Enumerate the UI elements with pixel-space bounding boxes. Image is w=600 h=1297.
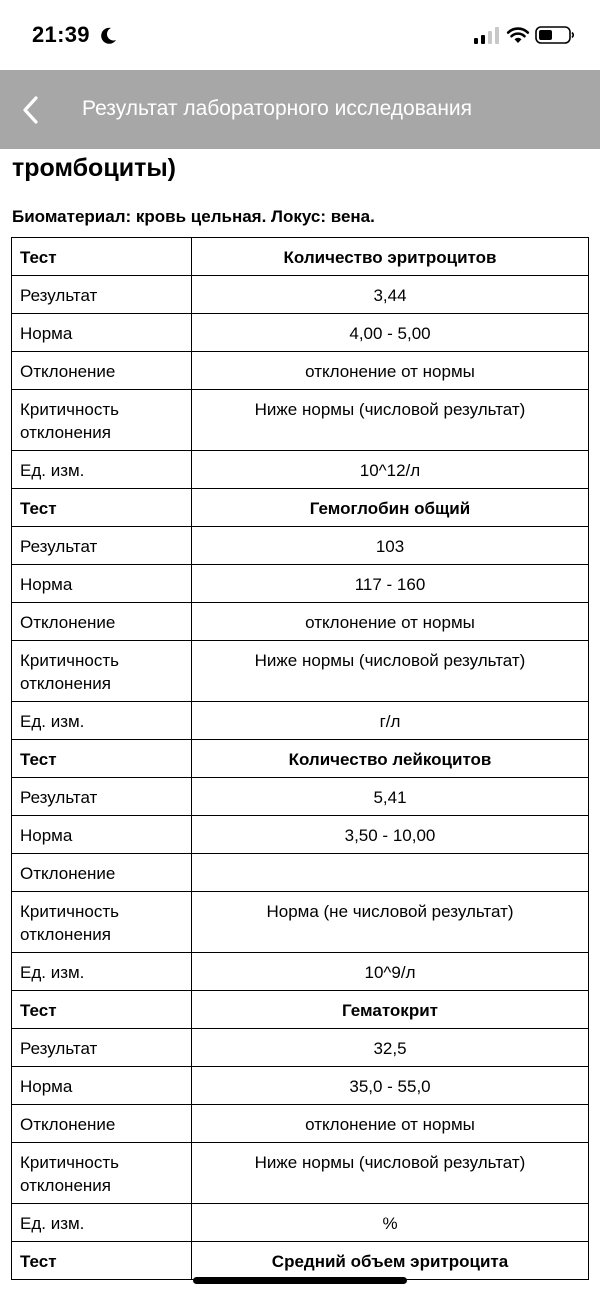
section-heading: тромбоциты) (12, 154, 176, 182)
deviation-value: отклонение от нормы (192, 1105, 589, 1143)
result-value: 3,44 (192, 276, 589, 314)
table-row (12, 276, 589, 314)
units-value: 10^12/л (192, 451, 589, 489)
table-row (12, 953, 589, 991)
deviation-value: отклонение от нормы (192, 352, 589, 390)
row-label: Ед. изм. (12, 451, 192, 489)
moon-icon (98, 26, 118, 46)
table-row (12, 527, 589, 565)
result-value: 103 (192, 527, 589, 565)
criticality-value: Норма (не числовой результат) (192, 892, 589, 953)
report-content[interactable] (0, 149, 600, 1297)
results-table (11, 237, 589, 1280)
norm-value: 117 - 160 (192, 565, 589, 603)
back-button[interactable] (16, 92, 46, 128)
row-label: Тест (12, 991, 192, 1029)
row-label: Отклонение (12, 603, 192, 641)
biomaterial-info: Биоматериал: кровь цельная. Локус: вена. (12, 207, 375, 226)
table-row (12, 816, 589, 854)
table-row (12, 390, 589, 451)
row-label: Норма (12, 565, 192, 603)
row-label: Результат (12, 276, 192, 314)
row-label: Тест (12, 489, 192, 527)
units-value: % (192, 1204, 589, 1242)
table-row-test-header (12, 991, 589, 1029)
wifi-icon (506, 25, 530, 45)
criticality-value: Ниже нормы (числовой результат) (192, 641, 589, 702)
table-row (12, 603, 589, 641)
table-row (12, 314, 589, 352)
table-row (12, 702, 589, 740)
row-label: Критичность отклонения (12, 892, 192, 953)
norm-value: 4,00 - 5,00 (192, 314, 589, 352)
page-title: Результат лабораторного исследования (82, 97, 473, 120)
table-row-test-header (12, 740, 589, 778)
test-name: Количество лейкоцитов (192, 740, 589, 778)
table-row (12, 565, 589, 603)
criticality-value: Ниже нормы (числовой результат) (192, 1143, 589, 1204)
status-bar (0, 0, 600, 70)
row-label: Норма (12, 1067, 192, 1105)
deviation-value: отклонение от нормы (192, 603, 589, 641)
battery-icon (535, 25, 575, 45)
criticality-value: Ниже нормы (числовой результат) (192, 390, 589, 451)
navigation-bar (0, 70, 600, 149)
table-row (12, 778, 589, 816)
table-row-test-header (12, 489, 589, 527)
row-label: Результат (12, 1029, 192, 1067)
test-name: Количество эритроцитов (192, 238, 589, 276)
test-name: Гемоглобин общий (192, 489, 589, 527)
table-row (12, 854, 589, 892)
home-indicator[interactable] (193, 1277, 407, 1284)
row-label: Критичность отклонения (12, 1143, 192, 1204)
row-label: Отклонение (12, 352, 192, 390)
row-label: Критичность отклонения (12, 390, 192, 451)
cellular-signal-icon (474, 26, 499, 44)
table-row (12, 1204, 589, 1242)
table-row (12, 641, 589, 702)
table-row (12, 1029, 589, 1067)
table-row-test-header (12, 238, 589, 276)
row-label: Норма (12, 816, 192, 854)
table-row (12, 352, 589, 390)
row-label: Отклонение (12, 854, 192, 892)
norm-value: 3,50 - 10,00 (192, 816, 589, 854)
deviation-value (192, 854, 589, 892)
table-row-test-header (12, 1242, 589, 1280)
row-label: Результат (12, 527, 192, 565)
row-label: Тест (12, 1242, 192, 1280)
row-label: Ед. изм. (12, 953, 192, 991)
test-name: Гематокрит (192, 991, 589, 1029)
row-label: Тест (12, 740, 192, 778)
table-row (12, 1143, 589, 1204)
row-label: Ед. изм. (12, 1204, 192, 1242)
table-row (12, 1067, 589, 1105)
table-row (12, 1105, 589, 1143)
row-label: Норма (12, 314, 192, 352)
row-label: Результат (12, 778, 192, 816)
status-time: 21:39 (32, 22, 90, 47)
units-value: г/л (192, 702, 589, 740)
units-value: 10^9/л (192, 953, 589, 991)
test-name: Средний объем эритроцита (192, 1242, 589, 1280)
norm-value: 35,0 - 55,0 (192, 1067, 589, 1105)
row-label: Тест (12, 238, 192, 276)
row-label: Ед. изм. (12, 702, 192, 740)
row-label: Критичность отклонения (12, 641, 192, 702)
result-value: 32,5 (192, 1029, 589, 1067)
table-row (12, 451, 589, 489)
row-label: Отклонение (12, 1105, 192, 1143)
table-row (12, 892, 589, 953)
result-value: 5,41 (192, 778, 589, 816)
